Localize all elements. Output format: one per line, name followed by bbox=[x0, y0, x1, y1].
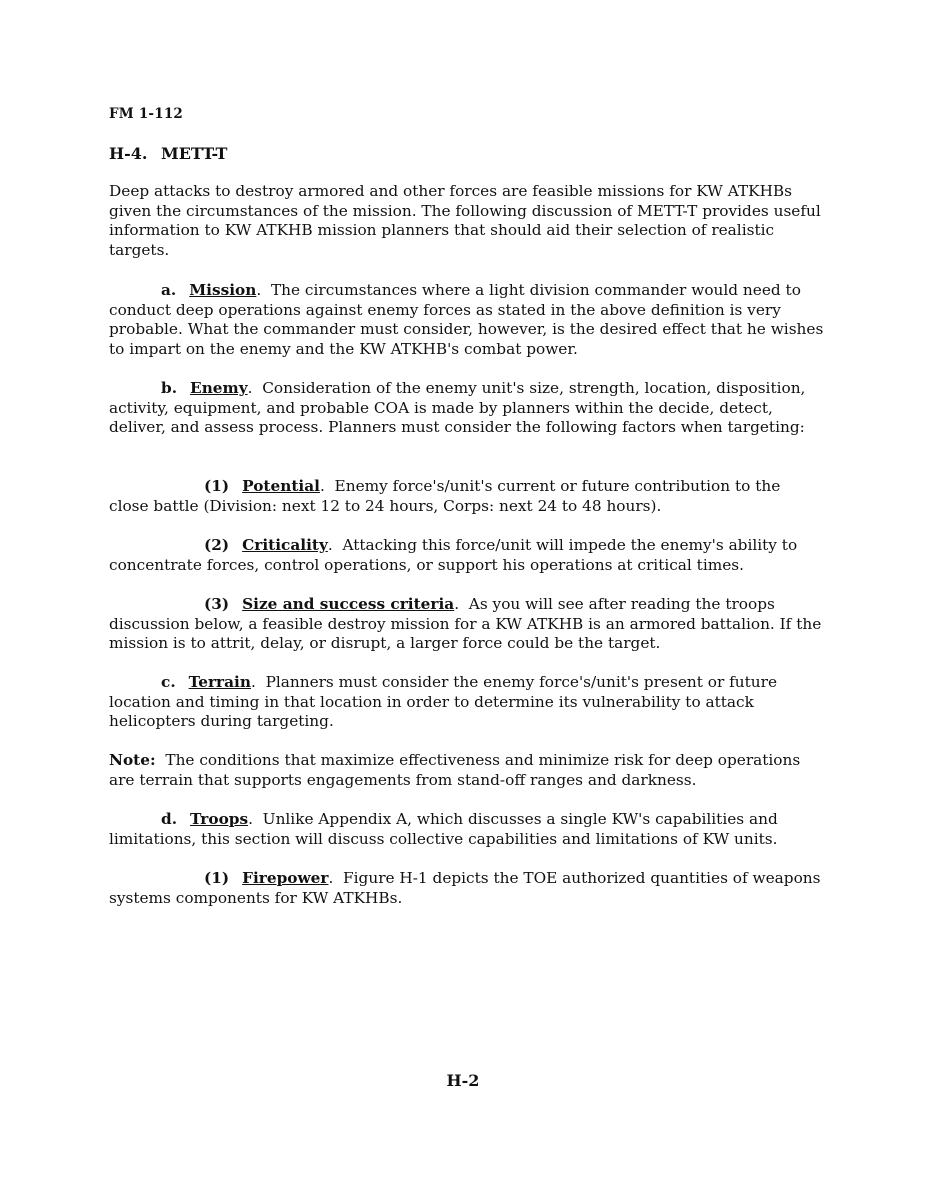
size-title: Size and success criteria bbox=[242, 595, 455, 613]
section-heading bbox=[109, 144, 227, 163]
terrain-label: c. bbox=[161, 673, 176, 691]
firepower-label: (1) bbox=[204, 869, 230, 887]
firepower-paragraph: (1) Firepower. Figure H-1 depicts the TOE authorized quantities of weapons systems components for KW ATKHBs. bbox=[109, 869, 821, 907]
troops-title: Troops bbox=[190, 810, 249, 828]
terrain-title: Terrain bbox=[188, 673, 251, 691]
note-text: The conditions that maximize effectiveness and minimize risk for deep operations are terrain that supports engagements from stand-off ranges and darkness. bbox=[109, 751, 801, 789]
potential-text: Enemy force's/unit's current or future contribution to the close battle (Division: next 12 to 24 hours, Corps: next 24 to 48 hours). bbox=[109, 477, 781, 515]
mission-title: Mission bbox=[189, 281, 257, 299]
potential-label: (1) bbox=[204, 477, 230, 495]
criticality-title: Criticality bbox=[242, 536, 328, 554]
criticality-label: (2) bbox=[204, 536, 230, 554]
size-label: (3) bbox=[204, 595, 230, 613]
terrain-text: Planners must consider the enemy force's/unit's present or future location and timing in that location in order to determine its vulnerability to attack helicopters during targeting. bbox=[109, 673, 777, 730]
criticality-paragraph: (2) Criticality. Attacking this force/unit will impede the enemy's ability to concentrate forces, control operations, or support his operations at critical times. bbox=[109, 536, 798, 574]
firepower-title: Firepower bbox=[242, 869, 329, 887]
mission-paragraph: a. Mission. The circumstances where a light division commander would need to conduct deep operations against enemy forces as stated in the above definition is very probable. What the commander must consider, however, is the desired effect that he wishes to impart on the enemy and the KW ATKHB's combat power. bbox=[109, 281, 824, 358]
potential-paragraph: (1) Potential. Enemy force's/unit's current or future contribution to the close battle (Division: next 12 to 24 hours, Corps: next 24 to 48 hours). bbox=[109, 477, 781, 515]
terrain-paragraph: c. Terrain. Planners must consider the enemy force's/unit's present or future location and timing in that location in order to determine its vulnerability to attack helicopters during targeting. bbox=[109, 673, 777, 730]
potential-title: Potential bbox=[242, 477, 320, 495]
intro-paragraph: Deep attacks to destroy armored and other forces are feasible missions for KW ATKHBs given the circumstances of the mission. The following discussion of METT-T provides useful information to KW ATKHB mission planners that should aid their selection of realistic targets. bbox=[109, 182, 821, 259]
firepower-text: Figure H-1 depicts the TOE authorized quantities of weapons systems components for KW ATKHBs. bbox=[109, 869, 821, 907]
mission-label: a. bbox=[161, 281, 177, 299]
section-number: H-4. bbox=[109, 144, 148, 163]
note-paragraph bbox=[109, 751, 824, 790]
enemy-paragraph: b. Enemy. Consideration of the enemy unit's size, strength, location, disposition, activity, equipment, and probable COA is made by planners within the decide, detect, deliver, and assess process. Planners must consider the following factors when targeting: bbox=[109, 379, 806, 436]
enemy-text: Consideration of the enemy unit's size, strength, location, disposition, activity, equipment, and probable COA is made by planners within the decide, detect, deliver, and assess process. Planners must consider the following factors when targeting: bbox=[109, 379, 806, 436]
troops-label: d. bbox=[161, 810, 178, 828]
size-paragraph: (3) Size and success criteria. As you will see after reading the troops discussion below, a feasible destroy mission for a KW ATKHB is an armored battalion. If the mission is to attrit, delay, or disrupt, a larger force could be the target. bbox=[109, 595, 822, 652]
enemy-label: b. bbox=[161, 379, 178, 397]
page-number: H-2 bbox=[446, 1071, 480, 1090]
enemy-title: Enemy bbox=[190, 379, 248, 397]
size-text: As you will see after reading the troops discussion below, a feasible destroy mission for a KW ATKHB is an armored battalion. If the mission is to attrit, delay, or disrupt, a larger force could be the target. bbox=[109, 595, 822, 652]
document-header: FM 1-112 bbox=[109, 106, 184, 122]
mission-text: The circumstances where a light division commander would need to conduct deep operations against enemy forces as stated in the above definition is very probable. What the commander must consider, however, is the desired effect that he wishes to impart on the enemy and the KW ATKHB's combat power. bbox=[109, 281, 824, 358]
criticality-text: Attacking this force/unit will impede the enemy's ability to concentrate forces, control operations, or support his operations at critical times. bbox=[109, 536, 798, 574]
note-label: Note: bbox=[109, 751, 156, 769]
section-title: METT-T bbox=[161, 144, 228, 163]
troops-paragraph: d. Troops. Unlike Appendix A, which discusses a single KW's capabilities and limitations, this section will discuss collective capabilities and limitations of KW units. bbox=[109, 810, 778, 848]
troops-text: Unlike Appendix A, which discusses a single KW's capabilities and limitations, this section will discuss collective capabilities and limitations of KW units. bbox=[109, 810, 778, 848]
